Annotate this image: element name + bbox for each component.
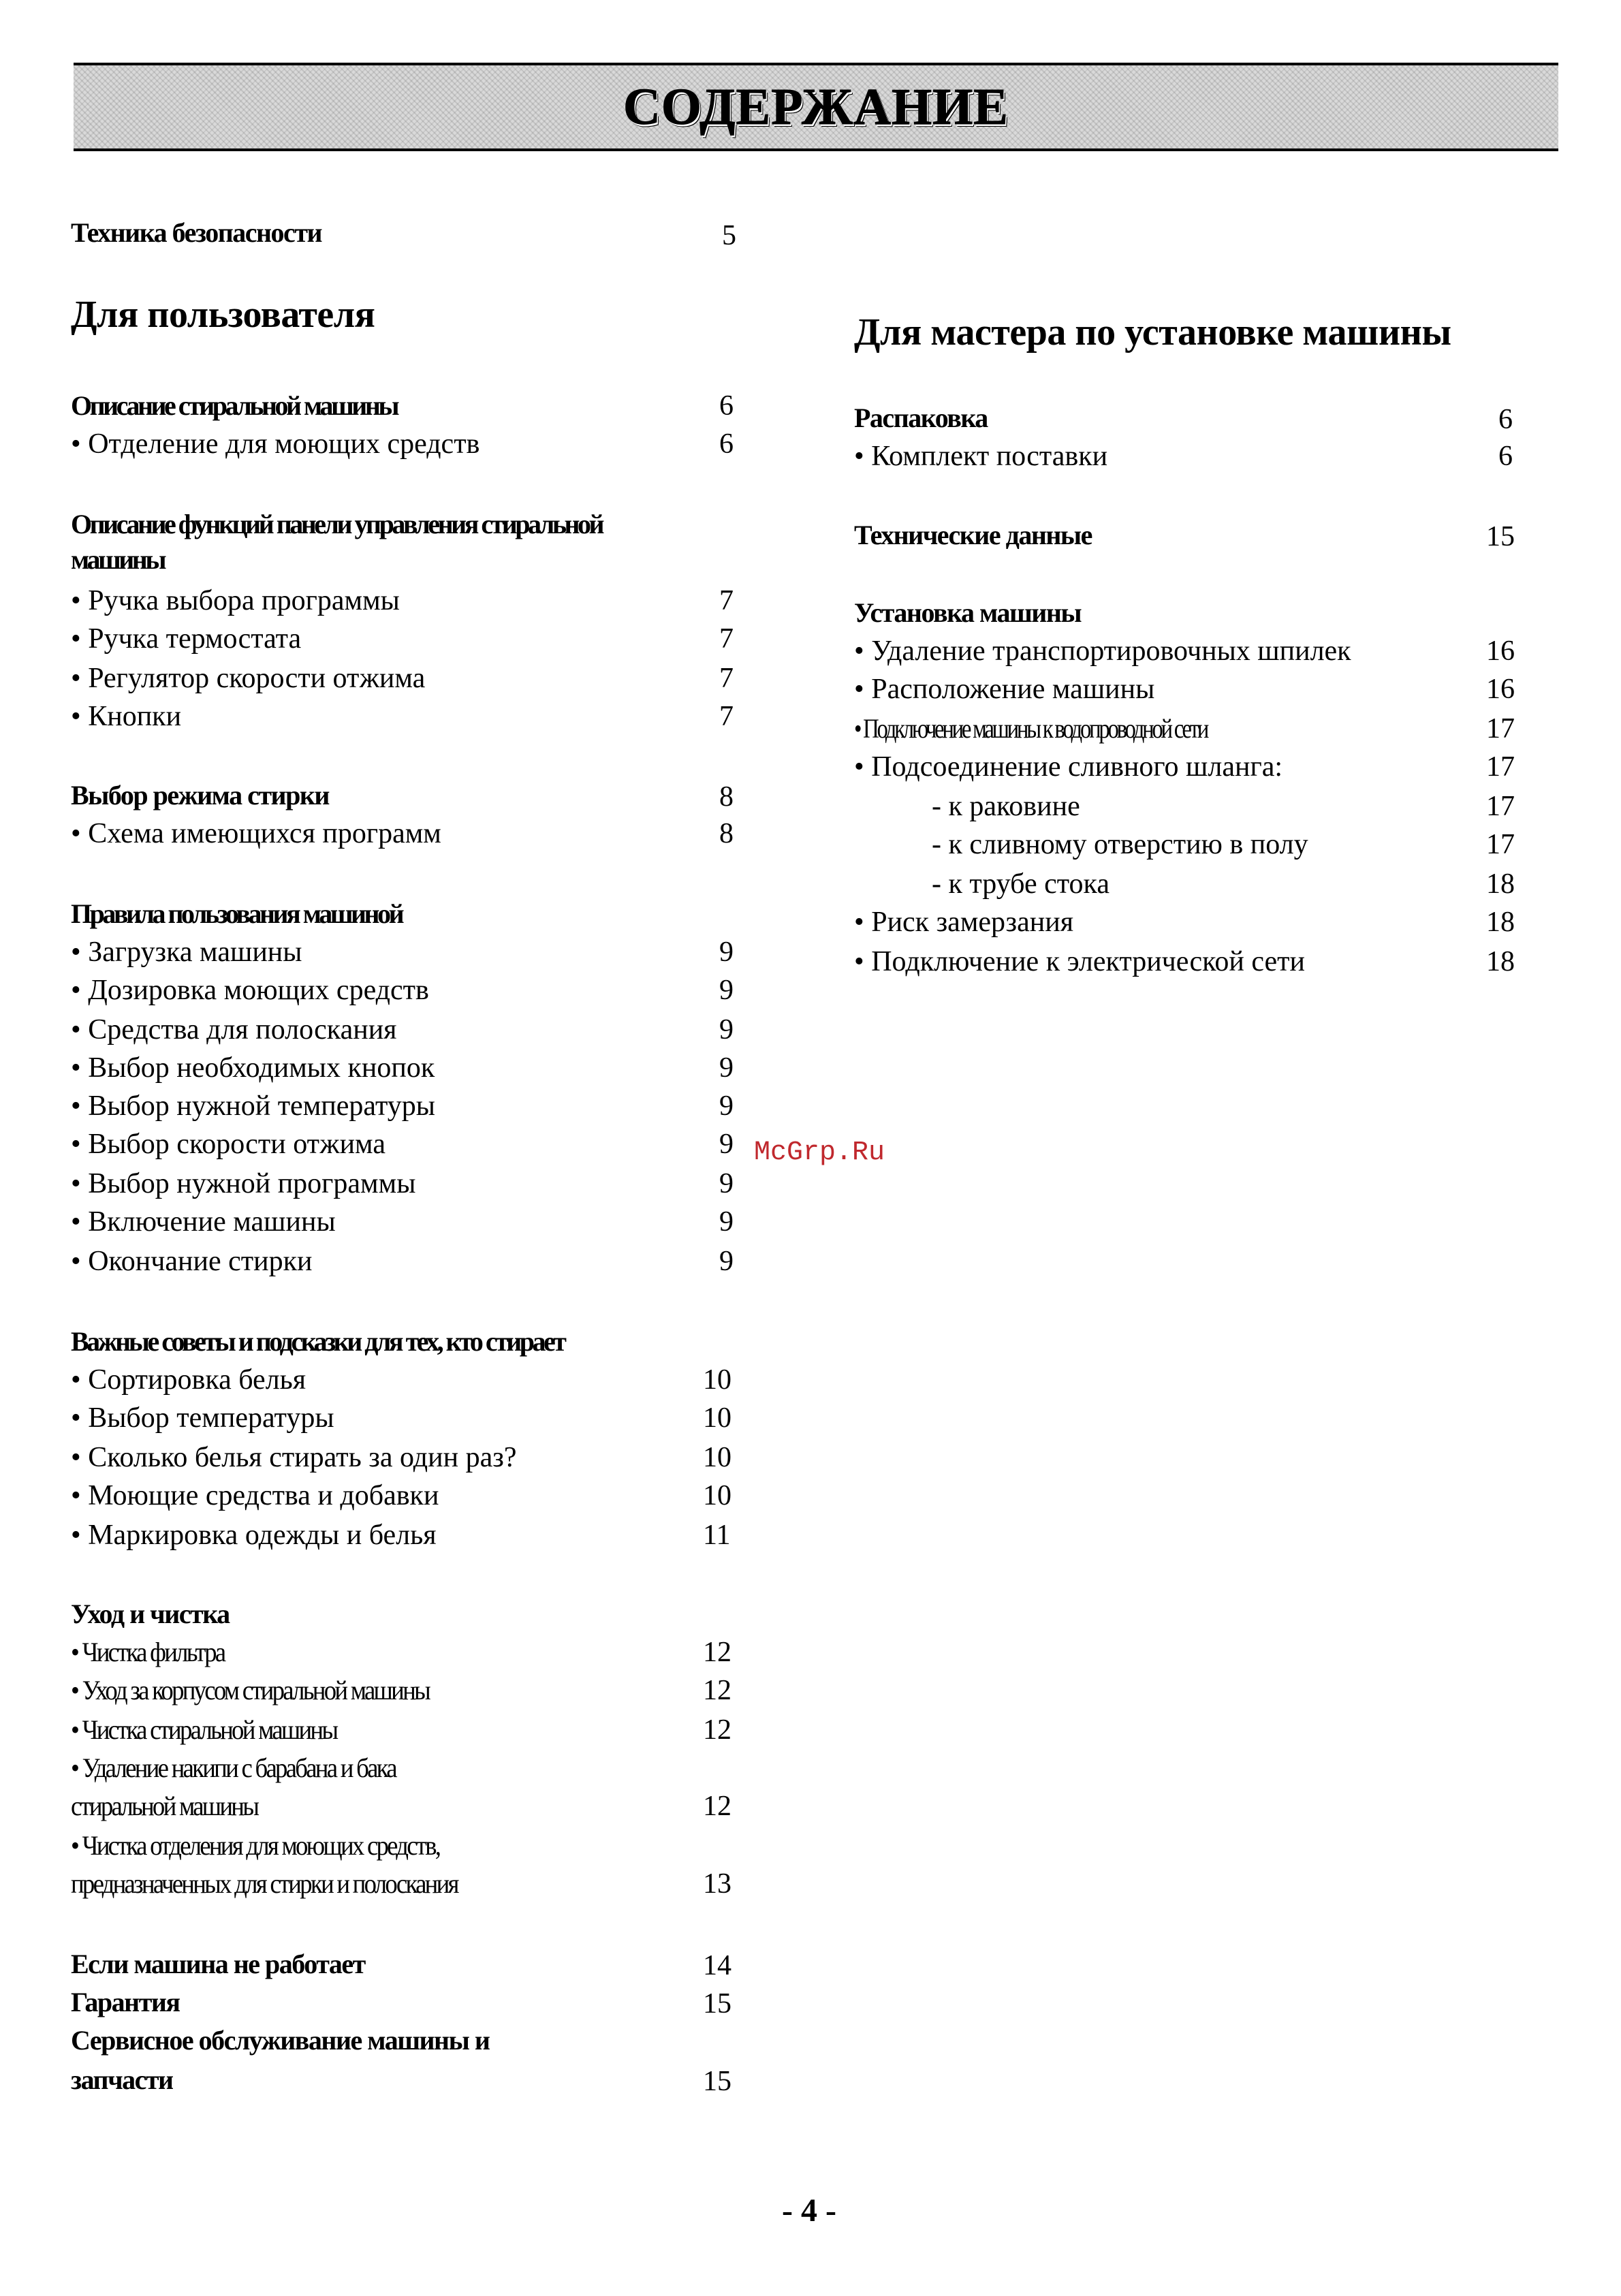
item-page: 9 bbox=[719, 1129, 734, 1160]
section-title: Выбор режима стирки bbox=[71, 780, 329, 811]
item-page: 9 bbox=[719, 1168, 734, 1199]
item-label: • Окончание стирки bbox=[71, 1246, 313, 1277]
item-label: • Моющие средства и добавки bbox=[71, 1480, 439, 1511]
item-page: 6 bbox=[719, 428, 734, 460]
item-page: 16 bbox=[1486, 635, 1515, 667]
section-page: 8 bbox=[719, 781, 734, 813]
item-label: • Риск замерзания bbox=[854, 907, 1074, 938]
item-label: - к раковине bbox=[932, 791, 1080, 822]
item-label: - к трубе стока bbox=[932, 868, 1109, 900]
title-banner bbox=[74, 63, 1558, 151]
item-label: • Ручка термостата bbox=[71, 623, 302, 655]
section-page: 6 bbox=[1498, 404, 1513, 435]
item-page: 7 bbox=[719, 623, 734, 655]
item-label-continued: предназначенных для стирки и полоскания bbox=[71, 1868, 458, 1899]
section-title: Описание стиральной машины bbox=[71, 390, 398, 421]
section-title: Распаковка bbox=[854, 403, 988, 433]
item-page: 12 bbox=[703, 1675, 731, 1706]
item-label: • Выбор необходимых кнопок bbox=[71, 1052, 435, 1084]
item-page: 10 bbox=[703, 1480, 731, 1511]
entry-page: 5 bbox=[722, 220, 736, 251]
entry-label-continued: запчасти bbox=[71, 2064, 173, 2095]
item-label: • Средства для полоскания bbox=[71, 1014, 397, 1045]
item-label: • Выбор нужной программы bbox=[71, 1168, 416, 1199]
item-page: 10 bbox=[703, 1442, 731, 1473]
left-heading-text: Для пользователя bbox=[71, 294, 375, 336]
entry-label: Гарантия bbox=[71, 1987, 180, 2017]
right-heading-text: Для мастера по установке машины bbox=[854, 311, 1451, 353]
item-label: • Подключение к электрической сети bbox=[854, 946, 1305, 977]
item-page: 17 bbox=[1486, 713, 1515, 744]
item-page: 9 bbox=[719, 1206, 734, 1238]
item-page: 9 bbox=[719, 1090, 734, 1122]
item-page: 11 bbox=[703, 1520, 731, 1551]
entry-label: Сервисное обслуживание машины и bbox=[71, 2025, 490, 2056]
item-page: 13 bbox=[703, 1868, 731, 1900]
entry-page: 15 bbox=[703, 2066, 731, 2097]
item-page: 12 bbox=[703, 1714, 731, 1746]
item-page: 9 bbox=[719, 937, 734, 968]
item-page: 17 bbox=[1486, 751, 1515, 783]
entry-page: 14 bbox=[703, 1950, 731, 1981]
item-label: • Удаление накипи с барабана и бака bbox=[71, 1752, 396, 1783]
item-label: - к сливному отверстию в полу bbox=[932, 829, 1308, 860]
section-title: Правила пользования машиной bbox=[71, 898, 403, 929]
item-page: 18 bbox=[1486, 946, 1515, 977]
item-label: • Включение машины bbox=[71, 1206, 336, 1238]
item-page: 9 bbox=[719, 1014, 734, 1045]
item-label: • Чистка отделения для моющих средств, bbox=[71, 1830, 440, 1861]
item-label: • Дозировка моющих средств bbox=[71, 975, 429, 1006]
section-page: 6 bbox=[719, 390, 734, 422]
item-page: 18 bbox=[1486, 907, 1515, 938]
item-label: • Выбор нужной температуры bbox=[71, 1090, 435, 1122]
item-label: • Загрузка машины bbox=[71, 937, 302, 968]
section-title: Уход и чистка bbox=[71, 1599, 230, 1629]
item-page: 7 bbox=[719, 663, 734, 694]
item-page: 9 bbox=[719, 975, 734, 1006]
item-label: • Расположение машины bbox=[854, 674, 1155, 705]
section-page: 15 bbox=[1486, 521, 1515, 552]
item-label: • Кнопки bbox=[71, 701, 182, 732]
item-page: 17 bbox=[1486, 829, 1515, 860]
item-label: • Схема имеющихся программ bbox=[71, 818, 441, 849]
item-label: • Отделение для моющих средств bbox=[71, 428, 480, 460]
item-page: 6 bbox=[1498, 441, 1513, 472]
page-title: СОДЕРЖАНИЕ bbox=[623, 78, 1009, 136]
entry-label: Если машина не работает bbox=[71, 1949, 365, 1979]
watermark-text: McGrp.Ru bbox=[754, 1137, 885, 1168]
entry-page: 15 bbox=[703, 1988, 731, 2019]
item-label: • Удаление транспортировочных шпилек bbox=[854, 635, 1351, 667]
item-page: 7 bbox=[719, 701, 734, 732]
item-label: • Уход за корпусом стиральной машины bbox=[71, 1675, 429, 1705]
item-page: 17 bbox=[1486, 791, 1515, 822]
item-label: • Выбор скорости отжима bbox=[71, 1129, 385, 1160]
item-page: 12 bbox=[703, 1637, 731, 1668]
item-page: 16 bbox=[1486, 674, 1515, 705]
item-page: 9 bbox=[719, 1052, 734, 1084]
section-title: Важные советы и подсказки для тех, кто стирает bbox=[71, 1326, 565, 1357]
item-label: • Регулятор скорости отжима bbox=[71, 663, 426, 694]
item-label-continued: стиральной машины bbox=[71, 1791, 258, 1821]
item-page: 18 bbox=[1486, 868, 1515, 900]
item-label: • Подключение машины к водопроводной сети bbox=[854, 713, 1208, 744]
item-label: • Сколько белья стирать за один раз? bbox=[71, 1442, 517, 1473]
item-label: • Сортировка белья bbox=[71, 1364, 306, 1396]
item-page: 12 bbox=[703, 1791, 731, 1822]
section-title: Технические данные bbox=[854, 520, 1092, 550]
item-label: • Ручка выбора программы bbox=[71, 585, 400, 616]
item-page: 7 bbox=[719, 585, 734, 616]
item-label: • Чистка фильтра bbox=[71, 1637, 225, 1667]
item-label: • Чистка стиральной машины bbox=[71, 1714, 337, 1745]
item-label: • Маркировка одежды и белья bbox=[71, 1520, 437, 1551]
item-page: 8 bbox=[719, 818, 734, 849]
page-number: - 4 - bbox=[782, 2192, 836, 2229]
item-label: • Подсоединение сливного шланга: bbox=[854, 751, 1283, 783]
section-title-continued: машины bbox=[71, 544, 165, 575]
entry-label: Техника безопасности bbox=[71, 217, 322, 248]
item-page: 9 bbox=[719, 1246, 734, 1277]
section-title: Описание функций панели управления стиральной bbox=[71, 509, 603, 539]
item-label: • Выбор температуры bbox=[71, 1402, 334, 1434]
section-title: Установка машины bbox=[854, 597, 1082, 628]
item-page: 10 bbox=[703, 1364, 731, 1396]
item-label: • Комплект поставки bbox=[854, 441, 1108, 472]
item-page: 10 bbox=[703, 1402, 731, 1434]
